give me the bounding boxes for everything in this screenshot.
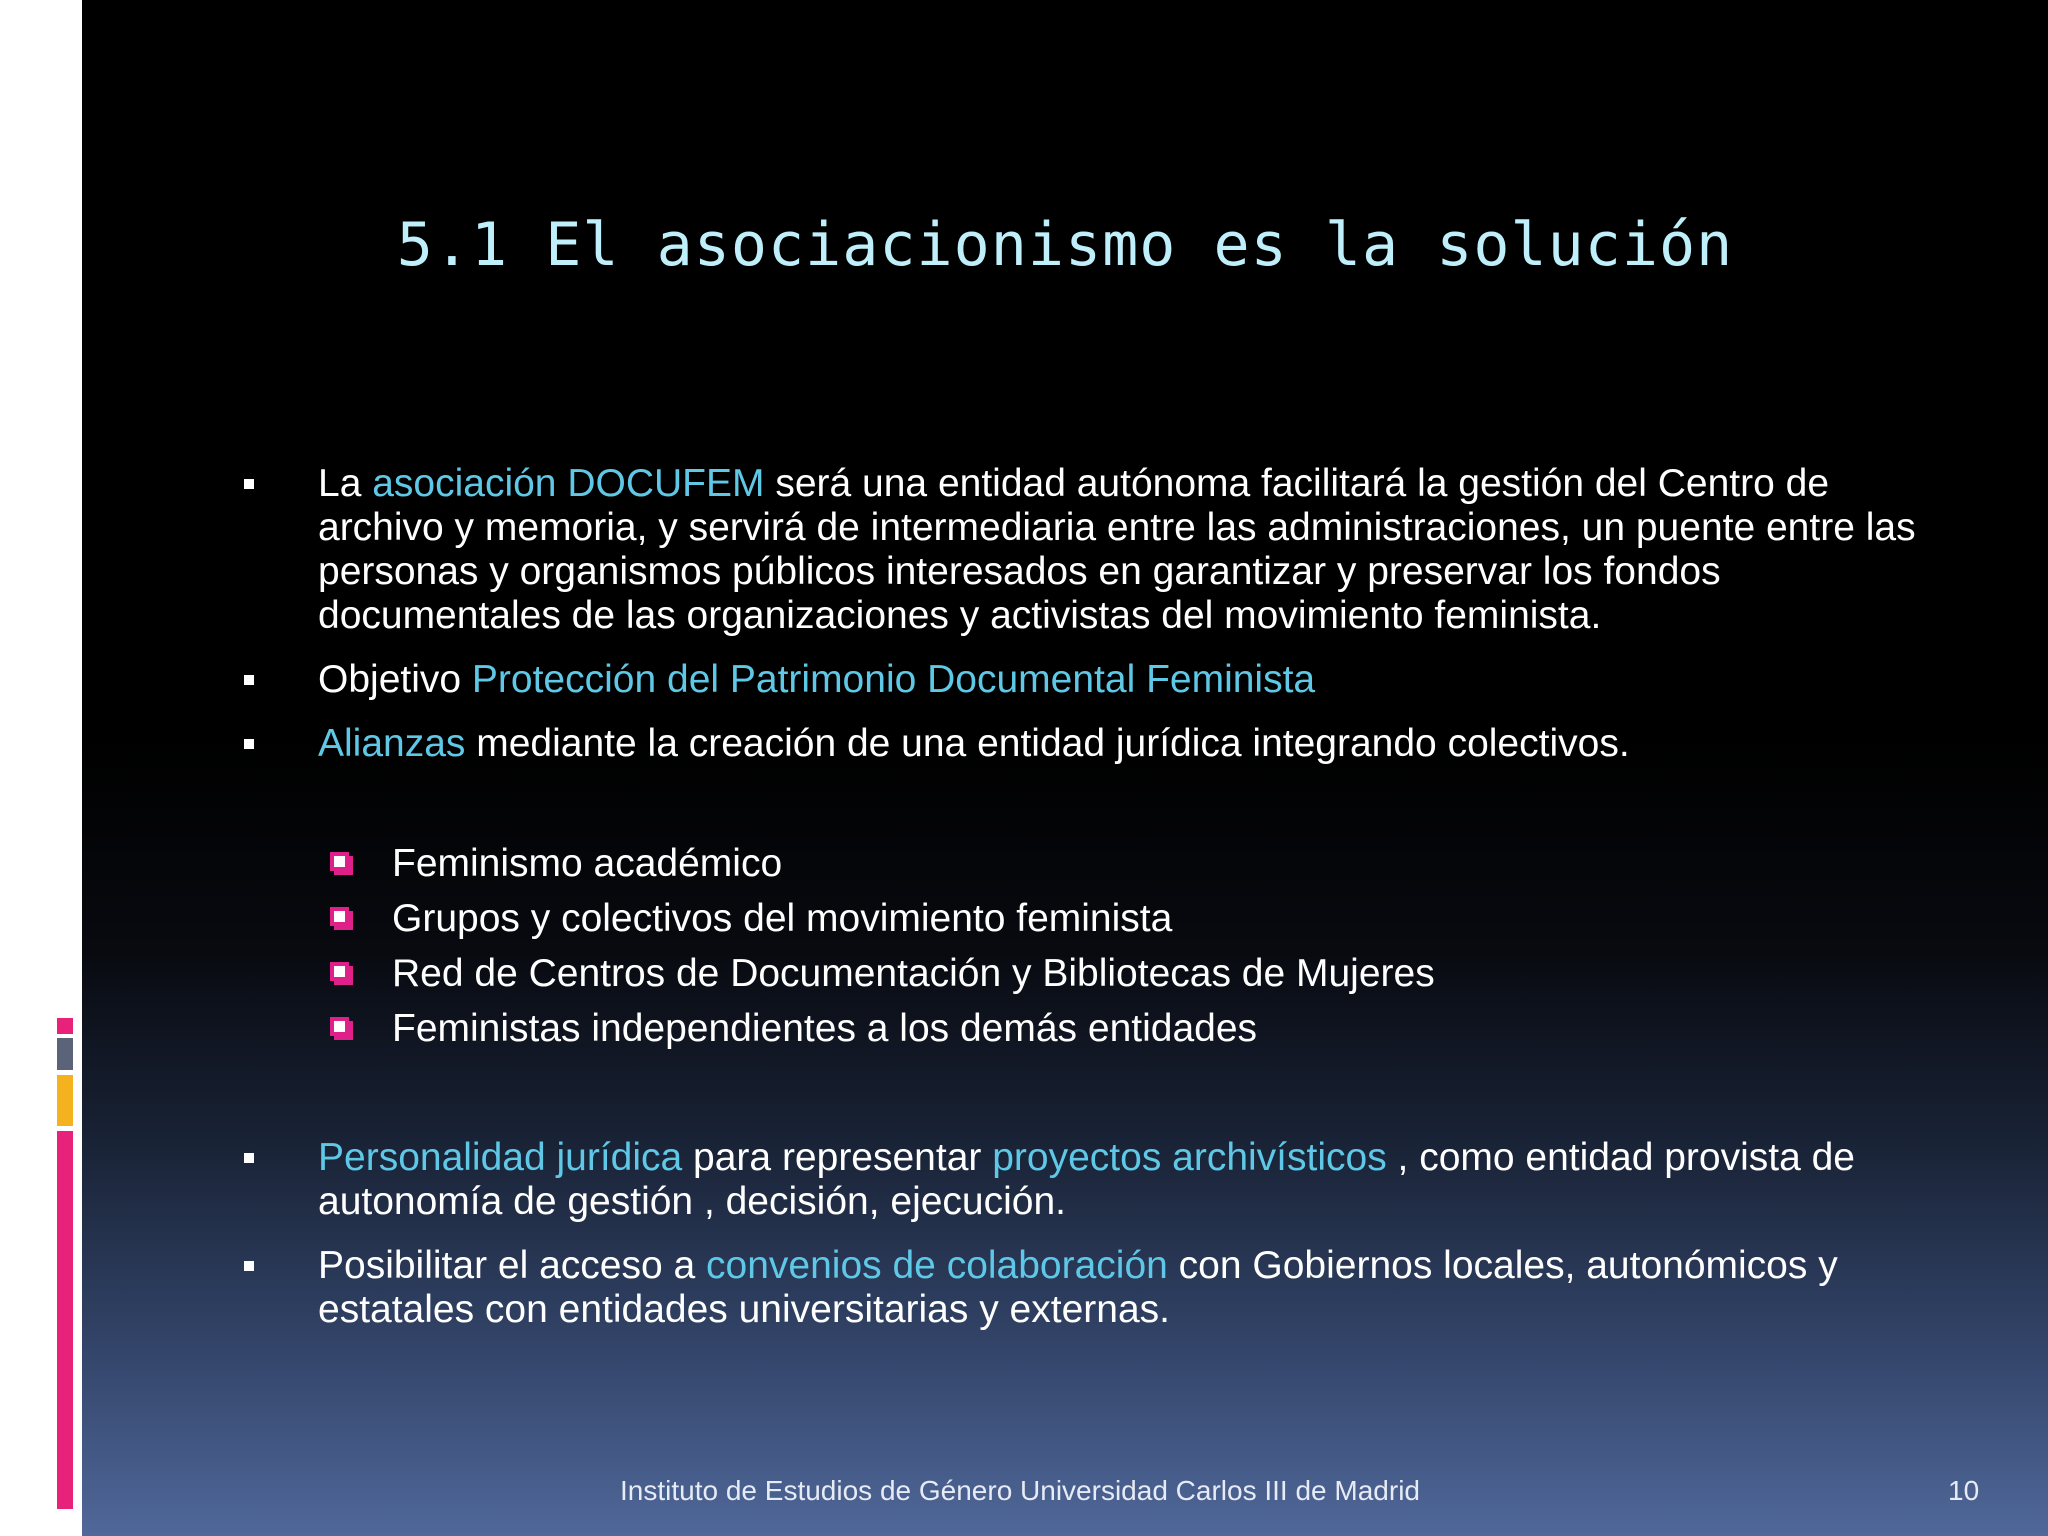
checkbox-bullet-icon bbox=[330, 907, 349, 926]
bullet-docufem: La asociación DOCUFEM será una entidad autónoma facilitará la gestión del Centro de archivo y memoria, y servirá de intermediaria entre las administraciones, un puente entre las personas y organismos públicos interesados en garantizar y preservar los fondos documentales de las organizaciones y activistas del movimiento feminista. bbox=[240, 462, 1940, 638]
bullet-objetivo: Objetivo Protección del Patrimonio Documental Feminista bbox=[240, 658, 1940, 702]
list-item: Grupos y colectivos del movimiento feminista bbox=[330, 891, 1940, 946]
decorative-bar-pink-small bbox=[57, 1018, 73, 1034]
list-item: Red de Centros de Documentación y Bibliotecas de Mujeres bbox=[330, 946, 1940, 1001]
slide-content bbox=[240, 462, 1940, 1332]
slide-title: 5.1 El asociacionismo es la solución bbox=[396, 210, 1734, 280]
decorative-bar-gray bbox=[57, 1038, 73, 1070]
bullet-alianzas: Alianzas mediante la creación de una entidad jurídica integrando colectivos. bbox=[240, 722, 1940, 766]
slide-footer: Instituto de Estudios de Género Universidad Carlos III de Madrid bbox=[620, 1475, 1420, 1506]
list-item: Feministas independientes a los demás entidades bbox=[330, 1001, 1940, 1056]
checkbox-bullet-icon bbox=[330, 962, 349, 981]
bullet-personalidad: Personalidad jurídica para representar proyectos archivísticos , como entidad provista de autonomía de gestión , decisión, ejecución. bbox=[240, 1136, 1940, 1224]
list-item: Feminismo académico bbox=[330, 836, 1940, 891]
decorative-bar-pink bbox=[57, 1131, 73, 1509]
page-number: 10 bbox=[1948, 1475, 1980, 1506]
checkbox-bullet-icon bbox=[330, 1017, 349, 1036]
decorative-lines bbox=[49, 160, 82, 236]
decorative-bar-yellow bbox=[57, 1075, 73, 1126]
bullet-convenios: Posibilitar el acceso a convenios de colaboración con Gobiernos locales, autonómicos y estatales con entidades universitarias y externas. bbox=[240, 1244, 1940, 1332]
sub-list bbox=[240, 836, 1940, 1056]
checkbox-bullet-icon bbox=[330, 852, 349, 871]
